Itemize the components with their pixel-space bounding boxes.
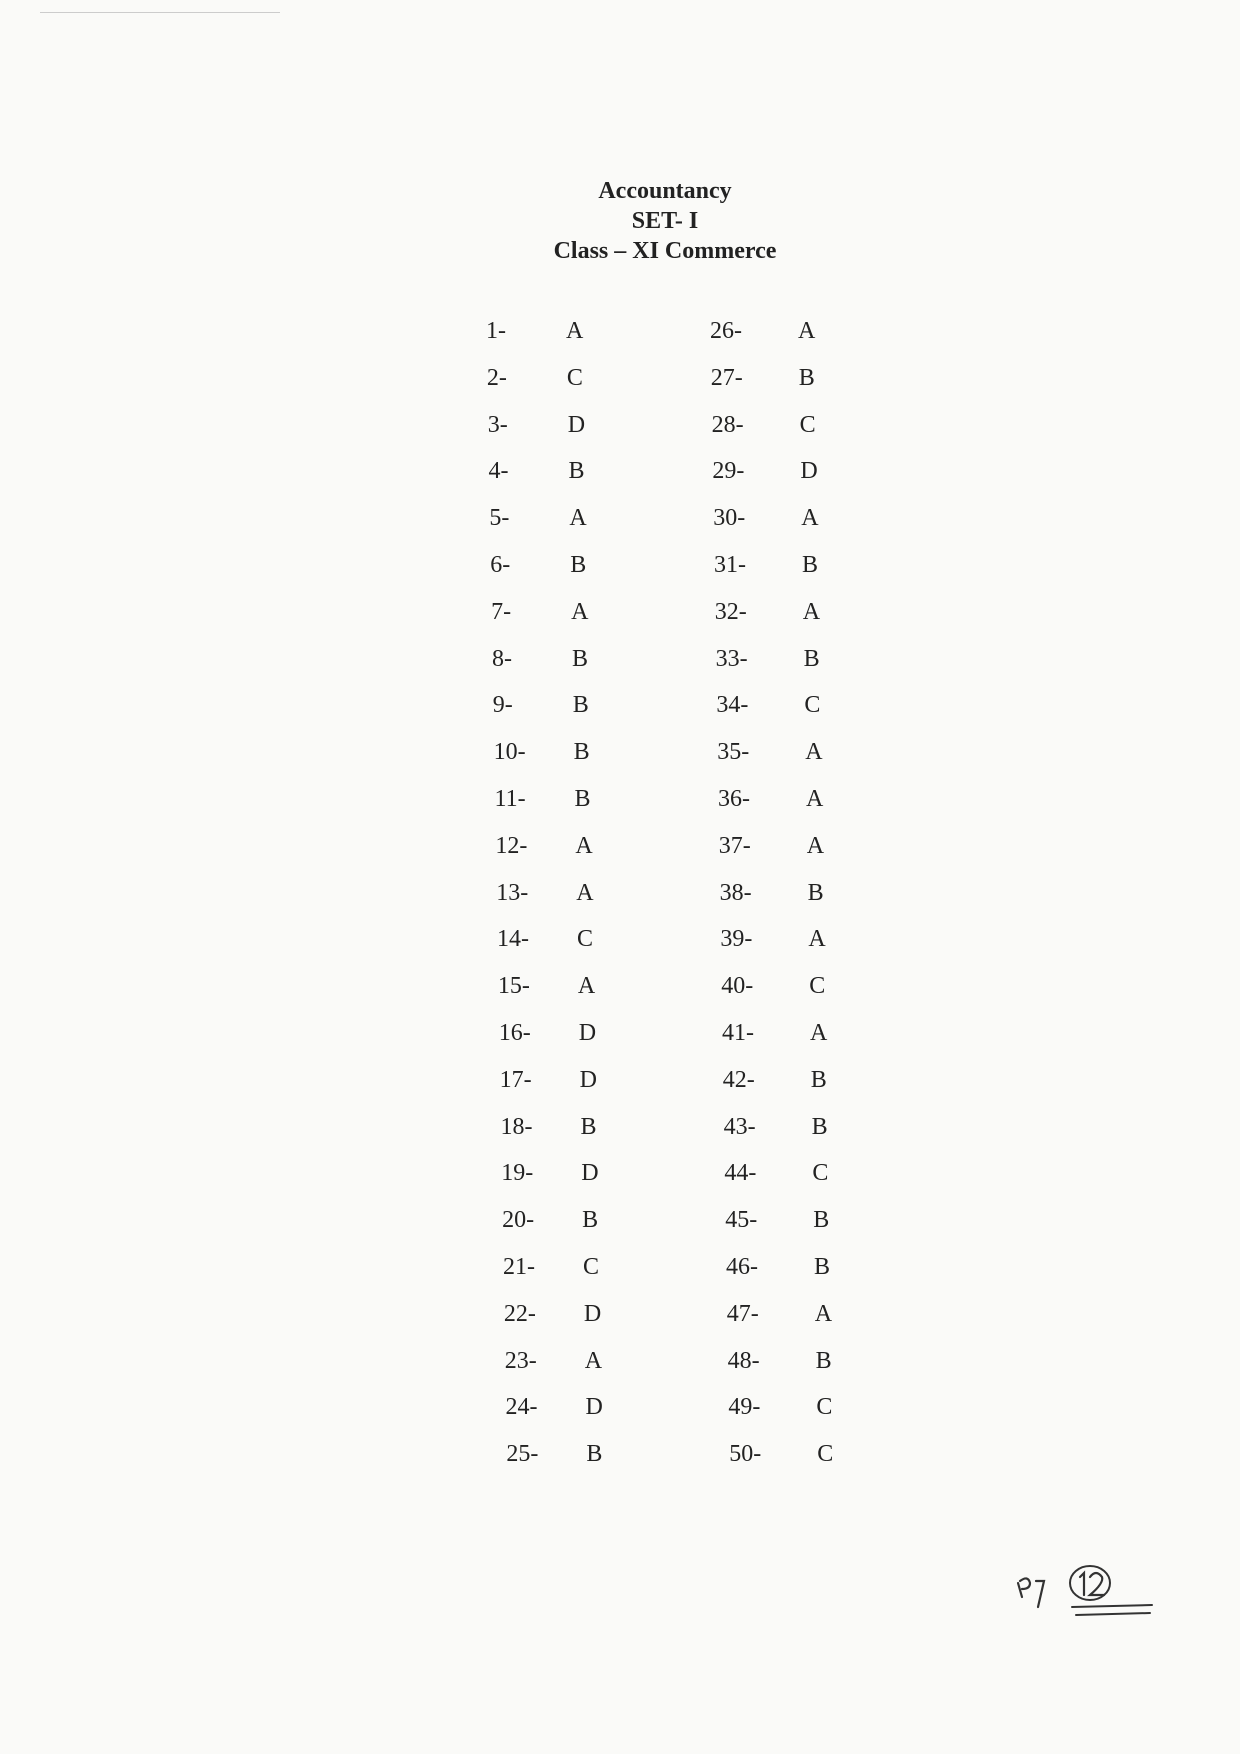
answer-row (487, 410, 586, 457)
answer-letter: B (815, 1347, 832, 1374)
question-number: 28- (711, 411, 744, 438)
answer-letter: D (578, 1019, 597, 1046)
question-number: 30- (713, 505, 746, 532)
answer-row (502, 1205, 599, 1252)
answer-letter: D (581, 1160, 599, 1187)
subject-title: Accountancy (598, 178, 732, 204)
answer-row (496, 878, 594, 925)
answer-letter: A (805, 739, 823, 766)
question-number: 36- (718, 785, 750, 812)
answer-row (725, 1205, 830, 1252)
answer-letter: B (586, 1441, 603, 1468)
question-number: 11- (494, 785, 526, 812)
answer-row (490, 550, 587, 597)
question-number: 47- (726, 1300, 759, 1327)
answer-row (486, 363, 583, 410)
answer-letter: A (806, 832, 825, 859)
question-number: 16- (498, 1019, 531, 1046)
answer-row (719, 878, 824, 925)
question-number: 17- (499, 1066, 532, 1093)
question-number: 39- (720, 926, 753, 953)
question-number: 4- (488, 458, 509, 485)
question-number: 29- (712, 458, 745, 485)
answer-row (504, 1346, 603, 1393)
answer-letter: A (575, 832, 593, 859)
answer-row (495, 831, 593, 878)
answer-row (497, 924, 594, 971)
answer-letter: B (574, 785, 591, 812)
answer-letter: C (816, 1394, 833, 1421)
answer-letter: A (806, 785, 824, 812)
answer-letter: D (585, 1394, 603, 1421)
question-number: 33- (715, 645, 748, 672)
answer-row (723, 1112, 828, 1159)
answer-letter: A (576, 879, 594, 906)
answer-letter: A (571, 598, 589, 625)
answer-key-heading (0, 176, 1240, 266)
answer-row (718, 784, 824, 831)
answer-letter: B (798, 364, 815, 391)
class-title: Class – XI Commerce (553, 238, 777, 264)
answer-row (716, 690, 821, 737)
answer-row (491, 597, 589, 644)
answer-letter: B (568, 458, 585, 485)
answer-letter: C (566, 364, 583, 391)
question-number: 6- (490, 551, 511, 578)
question-number: 5- (489, 505, 510, 532)
answer-row (714, 550, 819, 597)
answer-letter: B (813, 1207, 830, 1234)
answer-letter: B (572, 692, 589, 719)
answer-row (715, 644, 820, 691)
question-number: 44- (724, 1160, 757, 1187)
answer-letter: B (573, 739, 590, 766)
scan-artifact-line (40, 12, 280, 13)
answer-row (489, 503, 587, 550)
answer-letter: A (802, 598, 821, 625)
answer-row (493, 737, 590, 784)
question-number: 43- (723, 1113, 756, 1140)
answer-row (503, 1252, 600, 1299)
answer-letter: A (584, 1347, 603, 1374)
question-number: 7- (491, 598, 512, 625)
question-number: 45- (725, 1207, 758, 1234)
question-number: 8- (491, 645, 512, 672)
answer-row (722, 1065, 827, 1112)
question-number: 24- (505, 1394, 538, 1421)
answer-letter: C (804, 692, 821, 719)
answer-letter: B (580, 1113, 597, 1140)
question-number: 34- (716, 692, 749, 719)
question-number: 22- (503, 1300, 536, 1327)
answer-row (491, 644, 588, 691)
answer-letter: A (569, 505, 587, 532)
answer-letter: B (803, 645, 820, 672)
answer-letter: C (583, 1253, 600, 1280)
answer-row (486, 316, 584, 363)
question-number: 26- (710, 318, 742, 344)
answer-row (711, 410, 816, 457)
question-number: 32- (714, 598, 747, 625)
question-number: 3- (487, 411, 508, 438)
question-number: 42- (722, 1066, 755, 1093)
answer-letter: B (814, 1253, 831, 1280)
question-number: 49- (728, 1394, 761, 1421)
answer-letter: A (814, 1300, 833, 1327)
answer-letter: C (799, 411, 816, 438)
question-number: 15- (497, 973, 530, 1000)
question-number: 21- (503, 1253, 535, 1280)
answer-letter: B (570, 551, 587, 578)
answer-row (501, 1158, 599, 1205)
answer-letter: D (579, 1066, 597, 1093)
answer-row (724, 1158, 829, 1205)
question-number: 18- (500, 1113, 533, 1140)
question-number: 10- (493, 739, 526, 766)
question-number: 20- (502, 1207, 535, 1234)
answer-row (726, 1252, 831, 1299)
answer-row (710, 316, 816, 363)
question-number: 23- (504, 1347, 537, 1374)
answer-row (720, 924, 826, 971)
answer-row (497, 971, 596, 1018)
answer-row (718, 831, 825, 878)
answer-row (714, 597, 821, 644)
answer-row (721, 971, 826, 1018)
answer-row (500, 1112, 597, 1159)
answer-row (727, 1346, 832, 1393)
question-number: 19- (501, 1160, 534, 1187)
answer-letter: B (582, 1207, 599, 1234)
question-number: 31- (714, 551, 746, 578)
answer-row (726, 1299, 833, 1346)
answer-letter: C (809, 973, 826, 1000)
answer-letter: C (577, 926, 594, 953)
answers-column-right (710, 316, 834, 1486)
answer-row (499, 1065, 597, 1112)
answer-letter: B (802, 551, 819, 578)
question-number: 1- (486, 318, 506, 344)
answer-letter: C (817, 1441, 834, 1468)
question-number: 27- (710, 364, 743, 391)
answer-row (728, 1392, 833, 1439)
question-number: 12- (495, 832, 528, 859)
answer-letter: C (812, 1160, 829, 1187)
answer-letter: A (801, 505, 819, 532)
answer-row (503, 1299, 602, 1346)
answer-letter: D (583, 1300, 602, 1327)
answer-letter: A (577, 973, 596, 1000)
question-number: 37- (718, 832, 751, 859)
answer-row (722, 1018, 828, 1065)
question-number: 35- (717, 739, 750, 766)
answer-letter: B (571, 645, 588, 672)
answer-letter: B (810, 1066, 827, 1093)
answer-letter: A (566, 318, 584, 344)
answer-row (713, 503, 819, 550)
question-number: 40- (721, 973, 754, 1000)
question-number: 14- (497, 926, 530, 953)
answer-letter: D (800, 458, 818, 485)
question-number: 2- (486, 364, 507, 391)
answer-letter: A (808, 926, 826, 953)
question-number: 9- (492, 692, 513, 719)
set-title: SET- I (631, 208, 699, 234)
answer-letter: B (807, 879, 824, 906)
answer-row (505, 1392, 603, 1439)
answer-row (492, 690, 589, 737)
answer-row (488, 456, 585, 503)
question-number: 41- (722, 1019, 754, 1046)
answers-column-left (486, 316, 603, 1486)
question-number: 25- (506, 1441, 539, 1468)
answer-letter: A (810, 1019, 828, 1046)
question-number: 13- (496, 879, 529, 906)
answer-letter: A (798, 318, 816, 344)
answer-letter: B (811, 1113, 828, 1140)
question-number: 48- (727, 1347, 760, 1374)
handwritten-signature-mark (1010, 1555, 1160, 1635)
question-number: 50- (729, 1441, 762, 1468)
question-number: 38- (719, 879, 752, 906)
answer-row (494, 784, 591, 831)
answer-row (710, 363, 815, 410)
answer-row (717, 737, 823, 784)
answer-row (712, 456, 818, 503)
answer-row (498, 1018, 597, 1065)
question-number: 46- (726, 1253, 758, 1280)
answer-letter: D (567, 411, 586, 438)
